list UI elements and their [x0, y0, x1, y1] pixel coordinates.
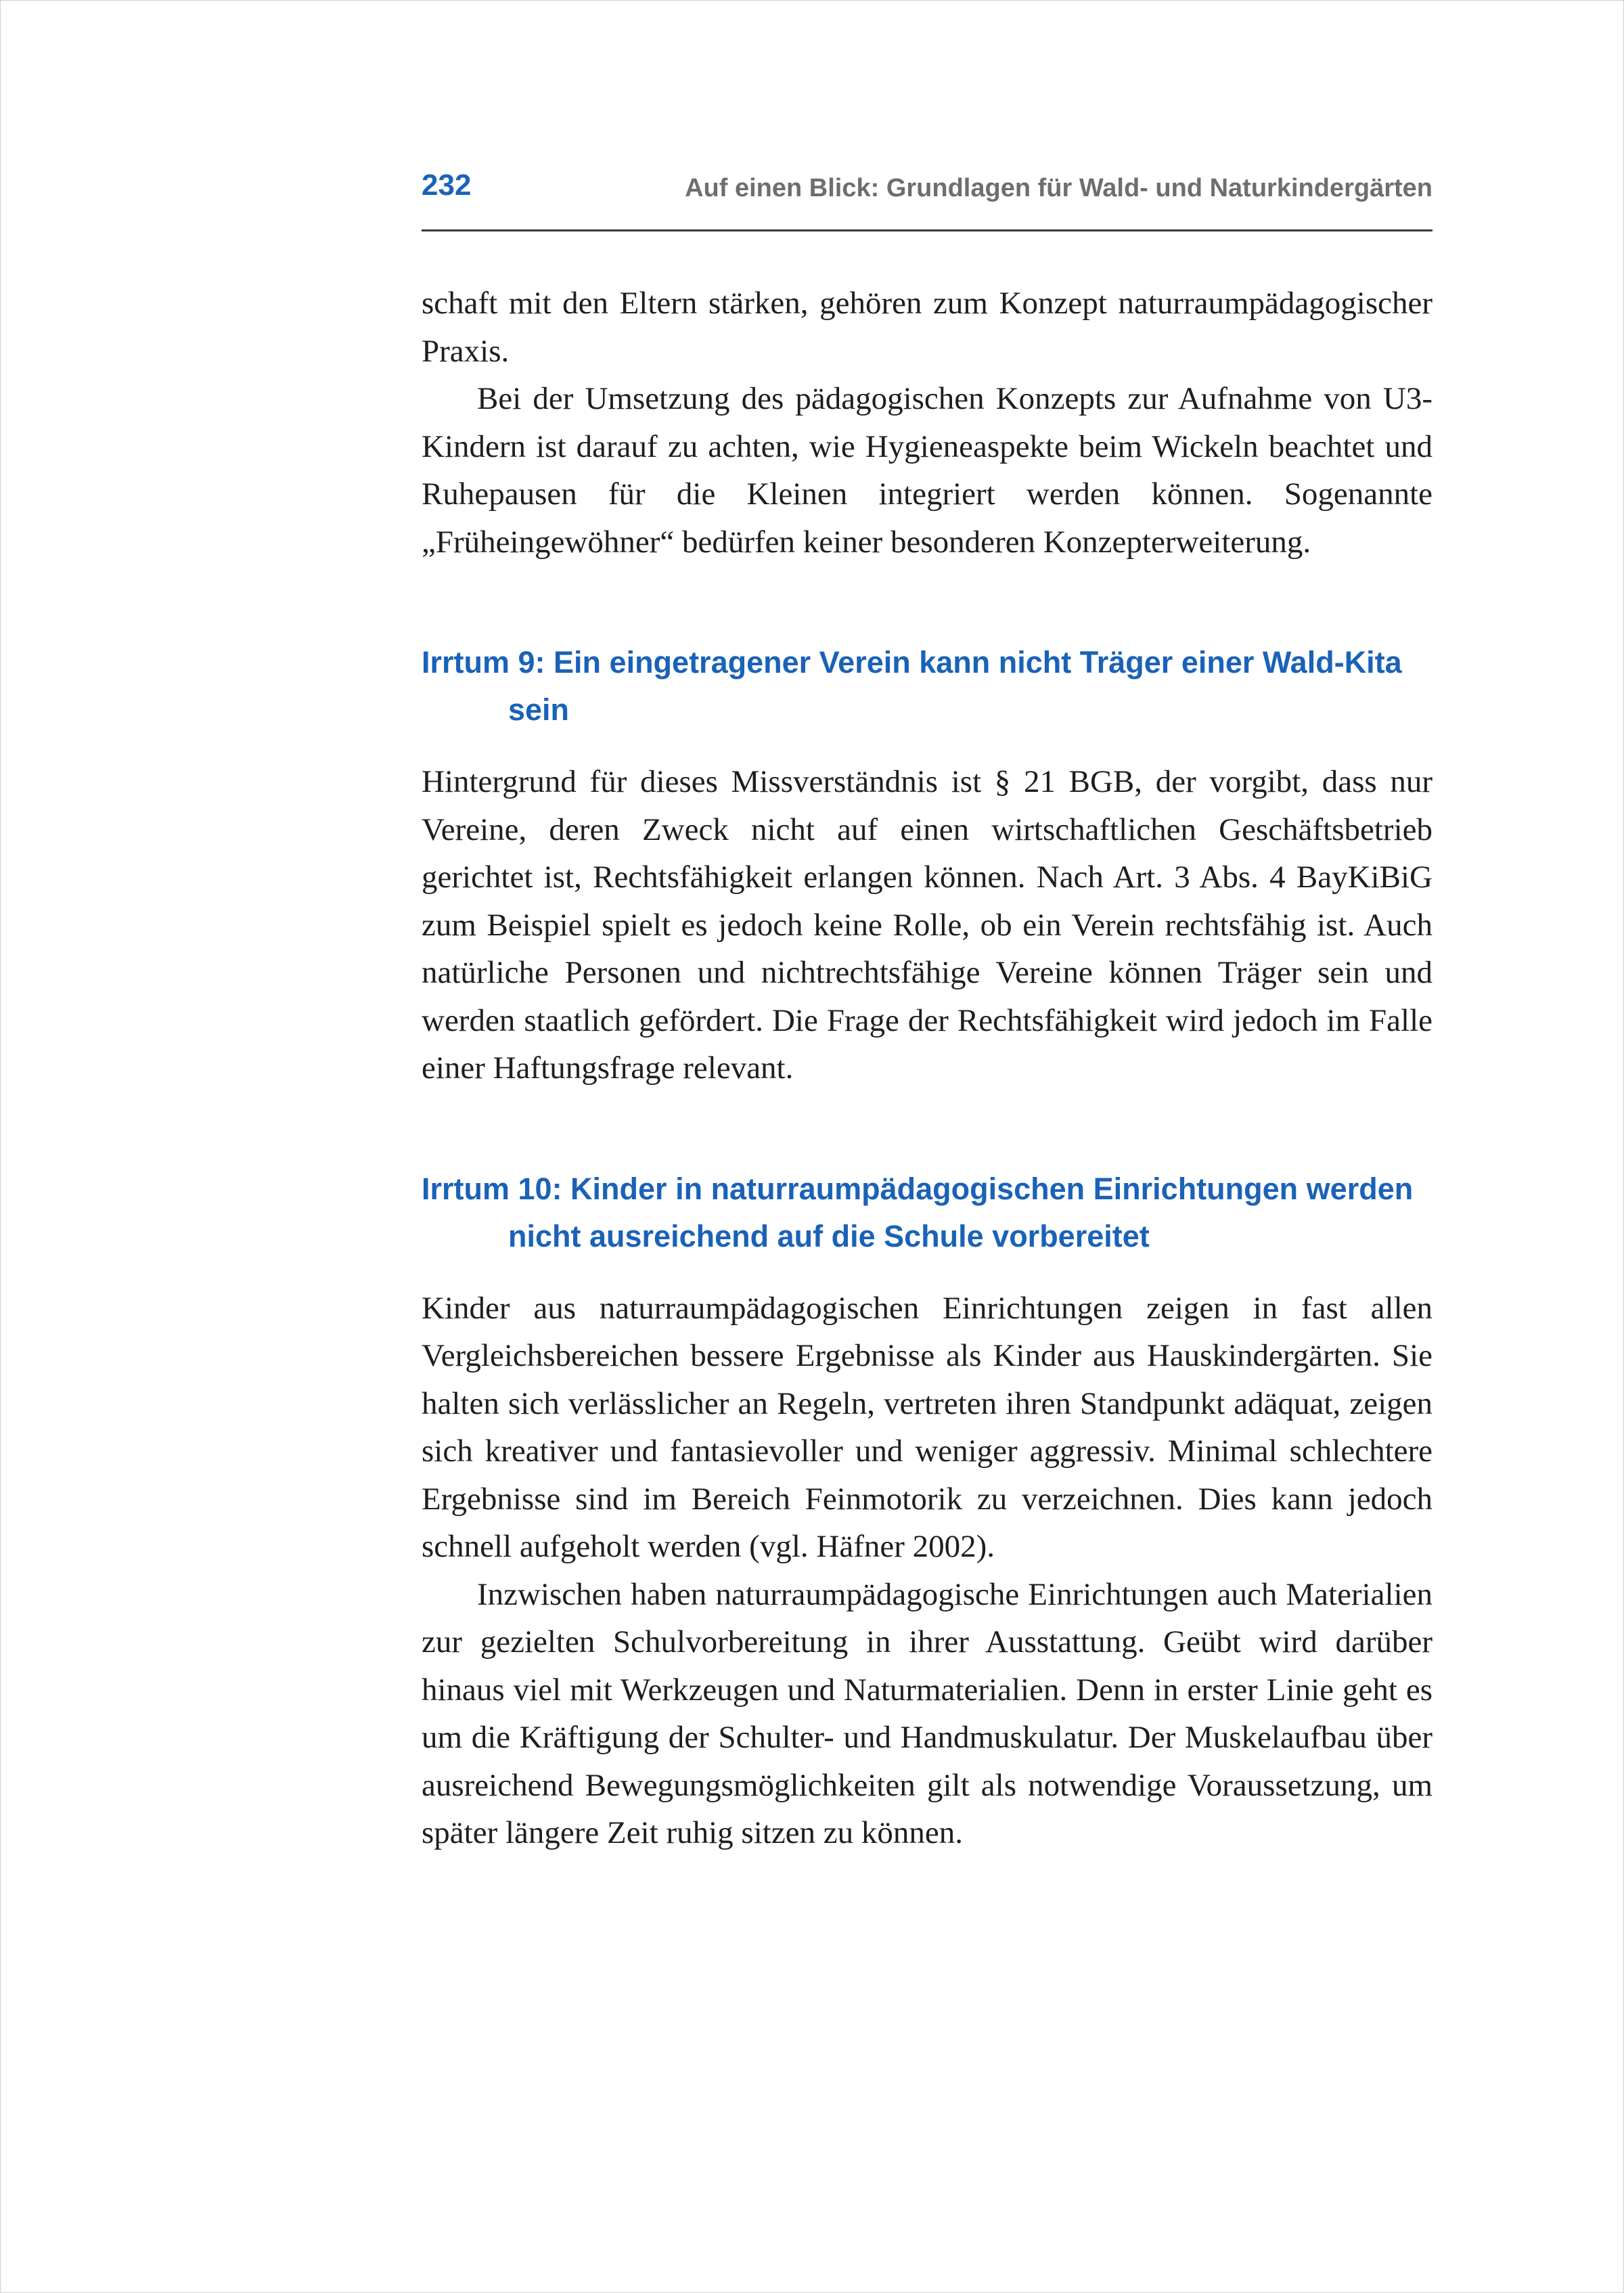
paragraph-u3-children: Bei der Umsetzung des pädagogischen Konzepts zur Aufnahme von U3-Kindern ist darauf zu achten, wie Hygieneaspekte beim Wickeln beachtet und Ruhepausen für die Kleinen integriert werden können. Sogenannte „Früheingewöhner“ bedürfen keiner besonderen Konzepterweiterung.: [422, 381, 1433, 560]
paragraph-verein: Hintergrund für dieses Missverständnis ist § 21 BGB, der vorgibt, dass nur Vereine, deren Zweck nicht auf einen wirtschaftlichen Geschäftsbetrieb gerichtet ist, Rechtsfähigkeit erlangen können. Nach Art. 3 Abs. 4 BayKiBiG zum Beispiel spielt es jedoch keine Rolle, ob ein Verein rechtsfähig ist. Auch natürliche Personen und nichtrechtsfähige Vereine können Träger sein und werden staatlich gefördert. Die Frage der Rechtsfähigkeit wird jedoch im Falle einer Haftungsfrage relevant.: [422, 764, 1433, 1086]
page-number: 232: [422, 169, 472, 202]
running-title: Auf einen Blick: Grundlagen für Wald- und Naturkindergärten: [685, 174, 1433, 202]
spacer: [422, 566, 1433, 639]
spacer: [422, 1092, 1433, 1165]
page-header: [422, 162, 1433, 231]
section-heading-irrtum-9: Irrtum 9: Ein eingetragener Verein kann nicht Träger einer Wald-Kita sein: [422, 645, 1402, 727]
paragraph-school-readiness: Kinder aus naturraumpädagogischen Einrichtungen zeigen in fast allen Vergleichsbereichen bessere Ergebnisse als Kinder aus Hauskindergärten. Sie halten sich verlässlicher an Regeln, vertreten ihren Standpunkt adäquat, zeigen sich kreativer und fantasievoller und weniger aggressiv. Minimal schlechtere Ergebnisse sind im Bereich Feinmotorik zu verzeichnen. Dies kann jedoch schnell aufgeholt werden (vgl. Häfner 2002).: [422, 1290, 1433, 1564]
page-body: [422, 280, 1433, 1857]
spacer: [422, 734, 1433, 758]
spacer: [422, 1260, 1433, 1285]
section-heading-irrtum-10: Irrtum 10: Kinder in naturraumpädagogischen Einrichtungen werden nicht ausreichend auf die Schule vorbereitet: [422, 1171, 1414, 1253]
paragraph-school-preparation: Inzwischen haben naturraumpädagogische Einrichtungen auch Materialien zur gezielten Schulvorbereitung in ihrer Ausstattung. Geübt wird darüber hinaus viel mit Werkzeugen und Naturmaterialien. Denn in erster Linie geht es um die Kräftigung der Schulter- und Handmuskulatur. Der Muskelaufbau über ausreichend Bewegungsmöglichkeiten gilt als notwendige Voraussetzung, um später längere Zeit ruhig sitzen zu können.: [422, 1576, 1433, 1850]
paragraph-continuation: schaft mit den Eltern stärken, gehören zum Konzept naturraumpädagogischer Praxis.: [422, 286, 1433, 369]
